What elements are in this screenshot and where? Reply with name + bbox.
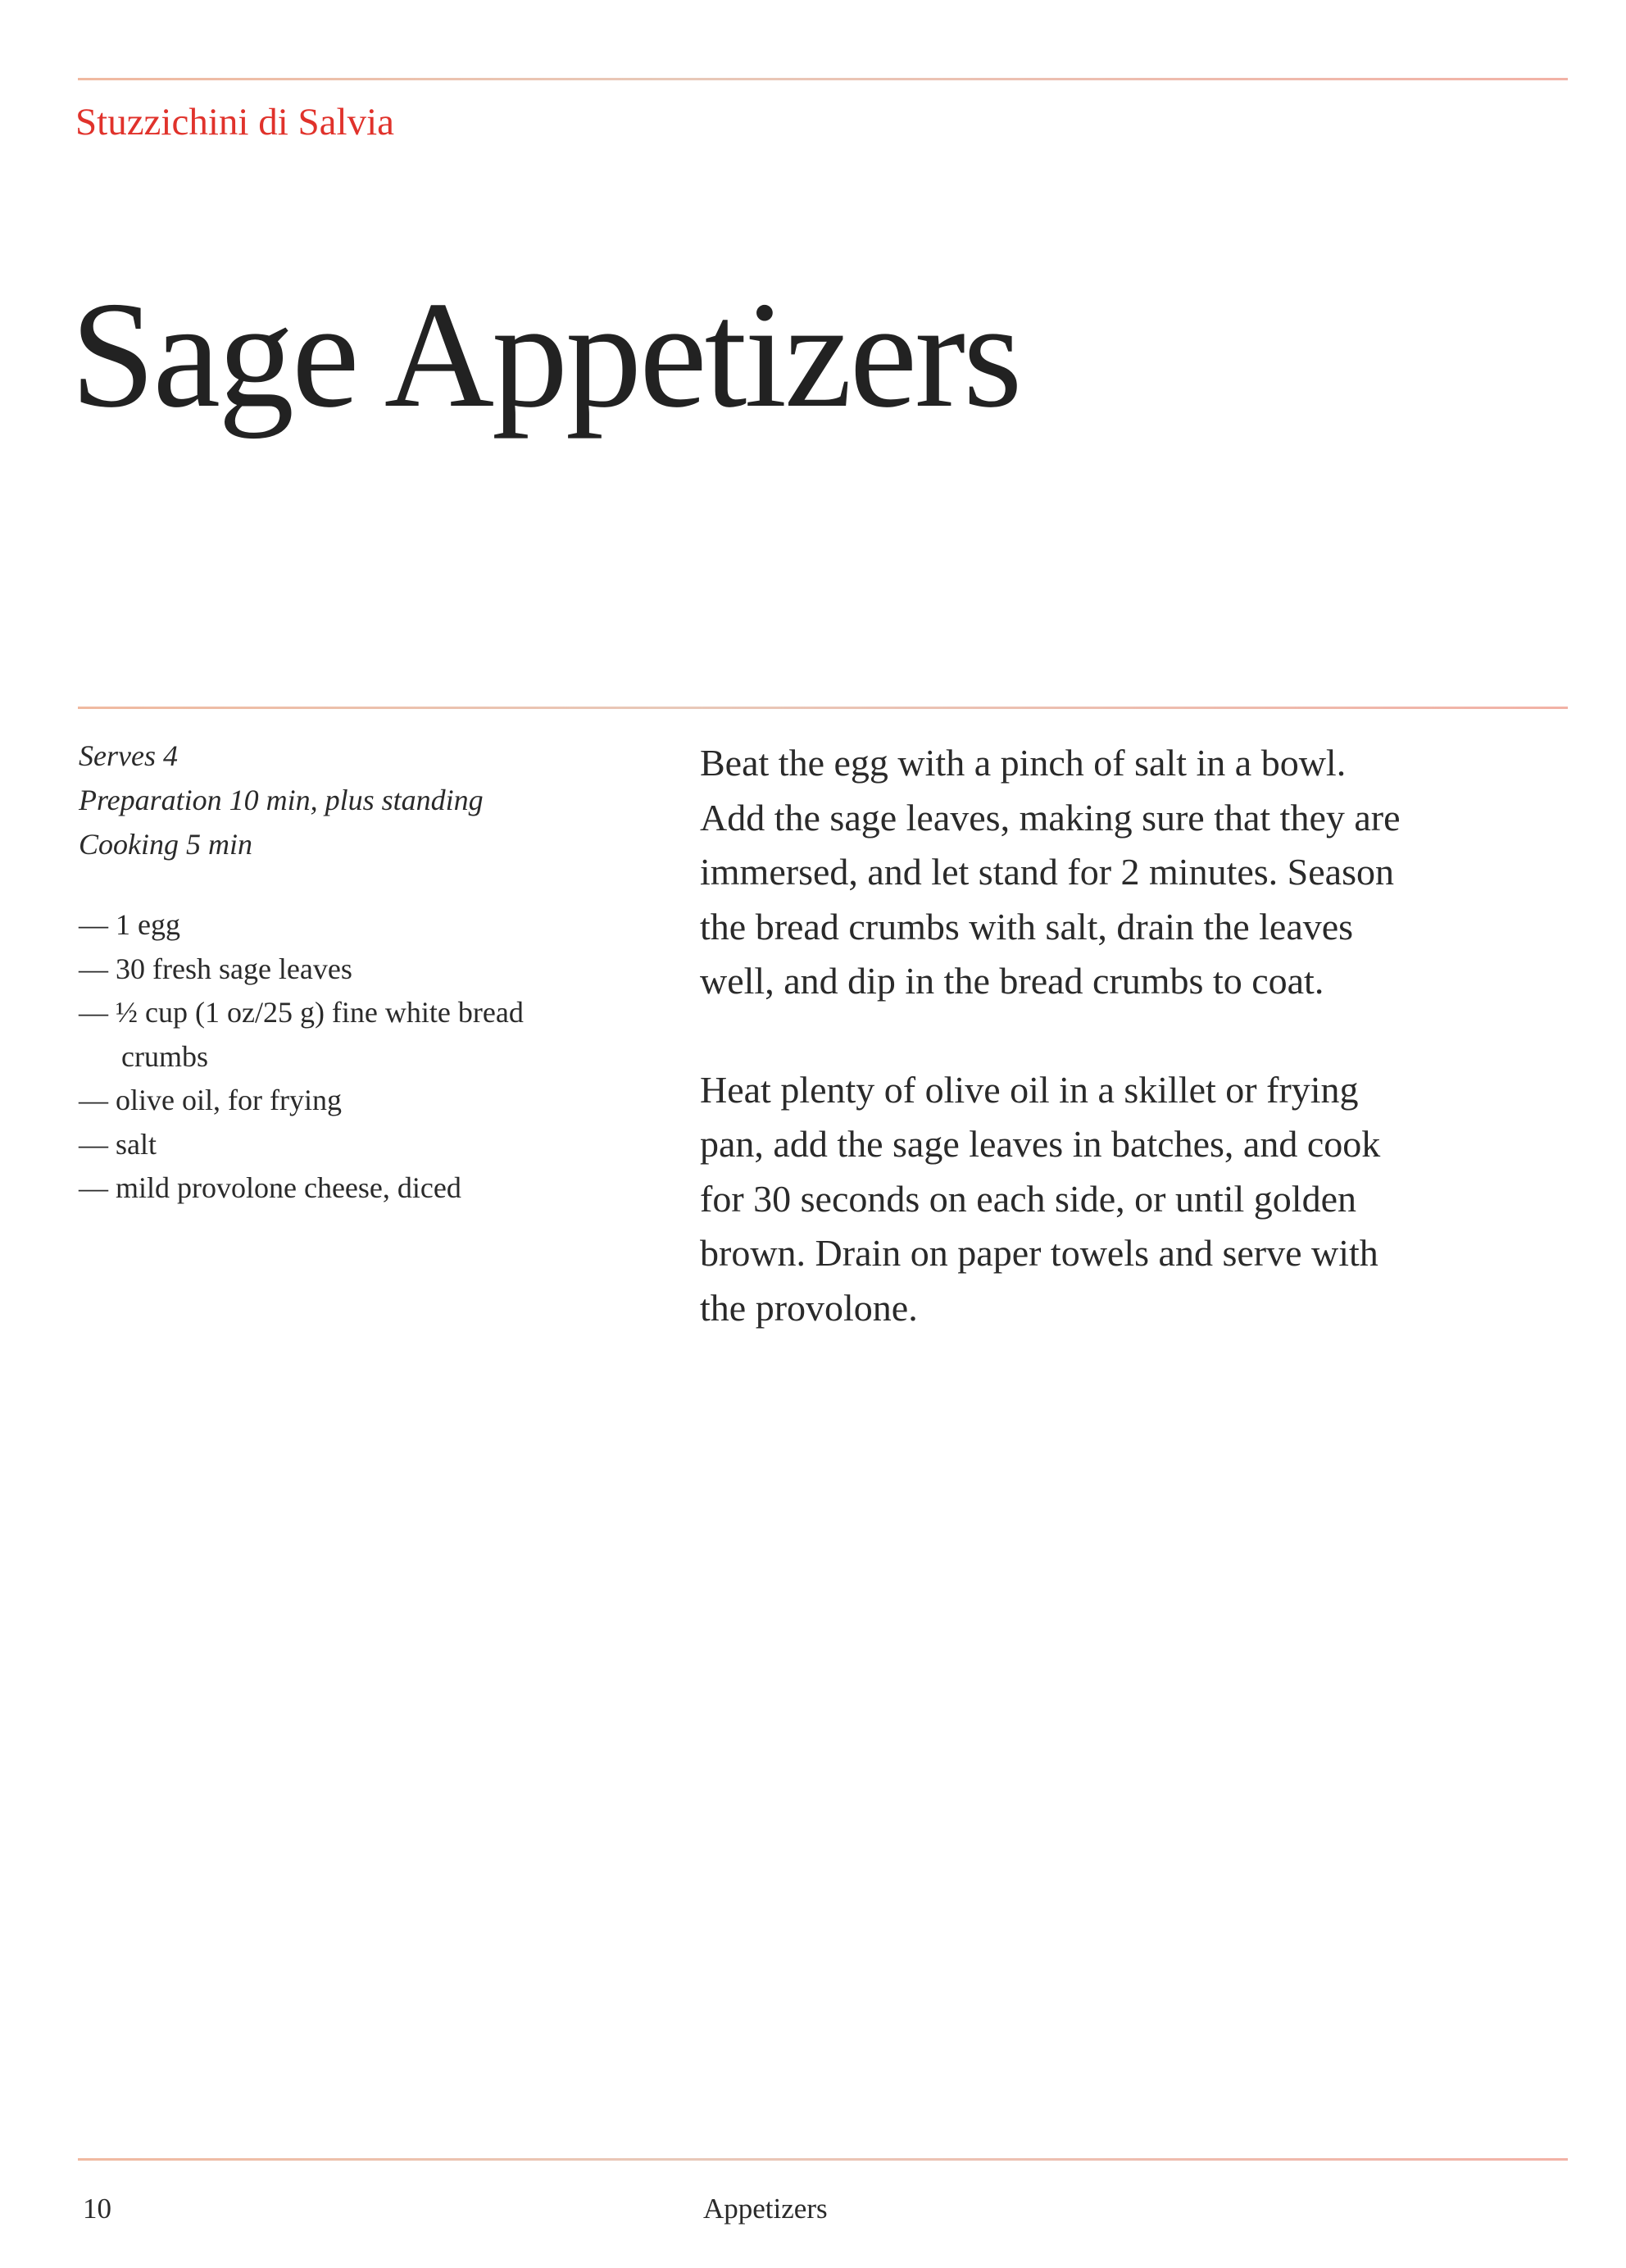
- method-line: brown. Drain on paper towels and serve with: [700, 1232, 1378, 1274]
- ingredient: — olive oil, for frying: [79, 1084, 342, 1116]
- method-line: Beat the egg with a pinch of salt in a bowl.: [700, 742, 1347, 784]
- recipe-meta: [79, 734, 484, 866]
- method: [700, 736, 1401, 1389]
- ingredient: — ½ cup (1 oz/25 g) fine white bread crumbs: [79, 996, 524, 1073]
- bottom-rule: [78, 2158, 1568, 2161]
- method-line: Add the sage leaves, making sure that they are: [700, 796, 1401, 839]
- ingredient: — 30 fresh sage leaves: [79, 952, 352, 985]
- method-line: the provolone.: [700, 1286, 918, 1329]
- method-line: the bread crumbs with salt, drain the leaves: [700, 905, 1354, 948]
- method-line: for 30 seconds on each side, or until golden: [700, 1177, 1356, 1220]
- method-line: well, and dip in the bread crumbs to coat.: [700, 960, 1324, 1002]
- method-paragraph: [700, 1063, 1401, 1336]
- page-title: Sage Appetizers: [70, 270, 1020, 439]
- middle-rule: [78, 707, 1568, 709]
- method-line: immersed, and let stand for 2 minutes. Season: [700, 851, 1395, 893]
- cooking-time: Cooking 5 min: [79, 828, 252, 861]
- section-name: Appetizers: [703, 2193, 828, 2225]
- page-number: 10: [83, 2193, 111, 2225]
- ingredient-list: [79, 903, 603, 1211]
- ingredient: — salt: [79, 1127, 157, 1161]
- preparation-time: Preparation 10 min, plus standing: [79, 784, 484, 816]
- italian-title: Stuzzichini di Salvia: [75, 101, 394, 143]
- ingredient: — mild provolone cheese, diced: [79, 1171, 461, 1204]
- method-line: Heat plenty of olive oil in a skillet or frying: [700, 1068, 1359, 1111]
- method-line: pan, add the sage leaves in batches, and cook: [700, 1123, 1381, 1165]
- ingredient: — 1 egg: [79, 908, 180, 941]
- top-rule: [78, 78, 1568, 80]
- method-paragraph: [700, 736, 1401, 1009]
- serves: Serves 4: [79, 739, 178, 772]
